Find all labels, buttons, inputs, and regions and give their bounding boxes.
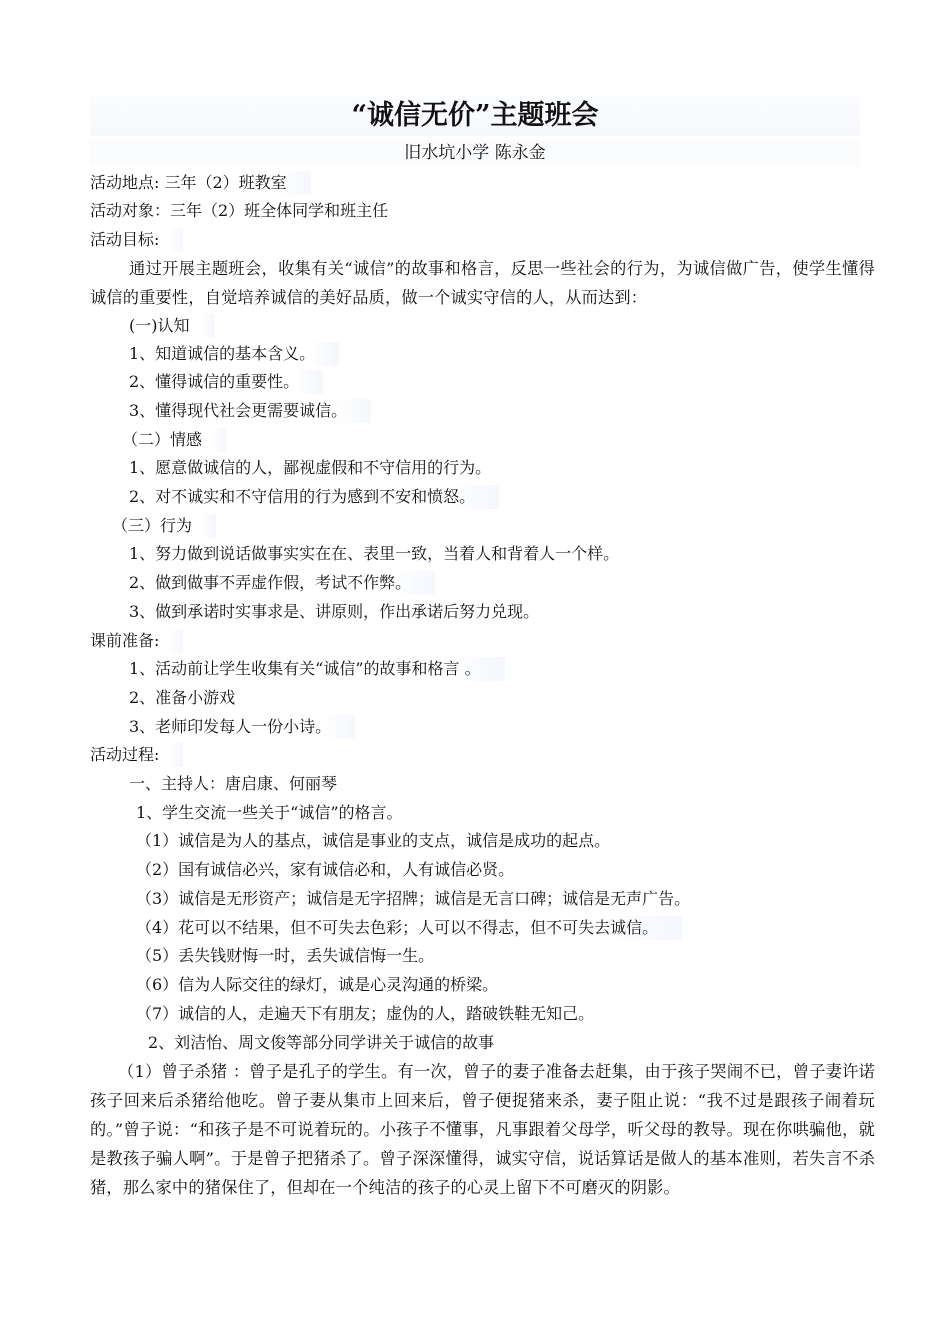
location-line: 活动地点: 三年（2）班教室 [90, 171, 311, 195]
page-title: “诚信无价”主题班会 [90, 96, 860, 136]
list-item: 2、做到做事不弄虚作假，考试不作弊。 [129, 571, 435, 595]
process-heading: 活动过程: [90, 743, 183, 767]
list-item: 3、懂得现代社会更需要诚信。 [129, 399, 371, 423]
list-item: 1、活动前让学生收集有关“诚信”的故事和格言 。 [129, 657, 505, 681]
quote-item: （4）花可以不结果，但不可失去色彩；人可以不得志，但不可失去诚信。 [136, 916, 682, 940]
list-item: 3、老师印发每人一份小诗。 [129, 715, 355, 739]
list-item: 1、努力做到说话做事实实在在、表里一致，当着人和背着人一个样。 [129, 544, 620, 563]
host-line: 一、主持人：唐启康、何丽琴 [129, 774, 338, 793]
quote-item: （5）丢失钱财悔一时，丢失诚信悔一生。 [136, 946, 435, 965]
list-item: 2、懂得诚信的重要性。 [129, 370, 323, 394]
list-item: 1、愿意做诚信的人，鄙视虚假和不守信用的行为。 [129, 458, 492, 477]
list-item: 2、对不诚实和不守信用的行为感到不安和愤怒。 [129, 485, 499, 509]
emotion-heading: （二）情感 [122, 428, 226, 452]
list-item: 3、做到承诺时实事求是、讲原则，作出承诺后努力兑现。 [129, 602, 540, 621]
behavior-heading: （三）行为 [112, 514, 216, 538]
goal-intro-paragraph: 通过开展主题班会，收集有关“诚信”的故事和格言，反思一些社会的行为，为诚信做广告，使学生懂得诚信的重要性，自觉培养诚信的美好品质，做一个诚实守信的人，从而达到： [90, 259, 875, 307]
cognition-heading: (一)认知 [129, 314, 214, 338]
audience-line: 活动对象：三年（2）班全体同学和班主任 [90, 201, 389, 220]
quote-item: （2）国有诚信必兴，家有诚信必和，人有诚信必贤。 [136, 860, 515, 879]
goal-heading: 活动目标: [90, 228, 183, 252]
quote-item: （6）信为人际交往的绿灯，诚是心灵沟通的桥梁。 [136, 975, 499, 994]
author-line: 旧水坑小学 陈永金 [90, 140, 860, 166]
quote-item: （7）诚信的人，走遍天下有朋友；虚伪的人，踏破铁鞋无知己。 [136, 1004, 595, 1023]
story-paragraph: （1）曾子杀猪 ：曾子是孔子的学生。有一次，曾子的妻子准备去赶集，由于孩子哭闹不已，曾子妻许诺孩子回来后杀猪给他吃。曾子妻从集市上回来后，曾子便捉猪来杀，妻子阻止说：“我不过是跟孩子闹着玩的。”曾子说：“和孩子是不可说着玩的。小孩子不懂事，凡事跟着父母学，听父母的教导。现在你哄骗他，就是教孩子骗人啊”。于是曾子把猪杀了。曾子深深懂得，诚实守信，说话算话是做人的基本准则，若失言不杀猪，那么家中的猪保住了，但却在一个纯洁的孩子的心灵上留下不可磨灭的阴影。 [90, 1062, 875, 1197]
list-item: 1、知道诚信的基本含义。 [129, 342, 339, 366]
quote-item: （3）诚信是无形资产；诚信是无字招牌；诚信是无言口碑；诚信是无声广告。 [136, 889, 691, 908]
step-1-line: 1、学生交流一些关于“诚信”的格言。 [136, 803, 403, 822]
step-2-line: 2、刘洁怡、周文俊等部分同学讲关于诚信的故事 [148, 1033, 495, 1052]
list-item: 2、准备小游戏 [129, 688, 236, 707]
quote-item: （1）诚信是为人的基点，诚信是事业的支点，诚信是成功的起点。 [136, 831, 611, 850]
prep-heading: 课前准备: [90, 629, 183, 653]
